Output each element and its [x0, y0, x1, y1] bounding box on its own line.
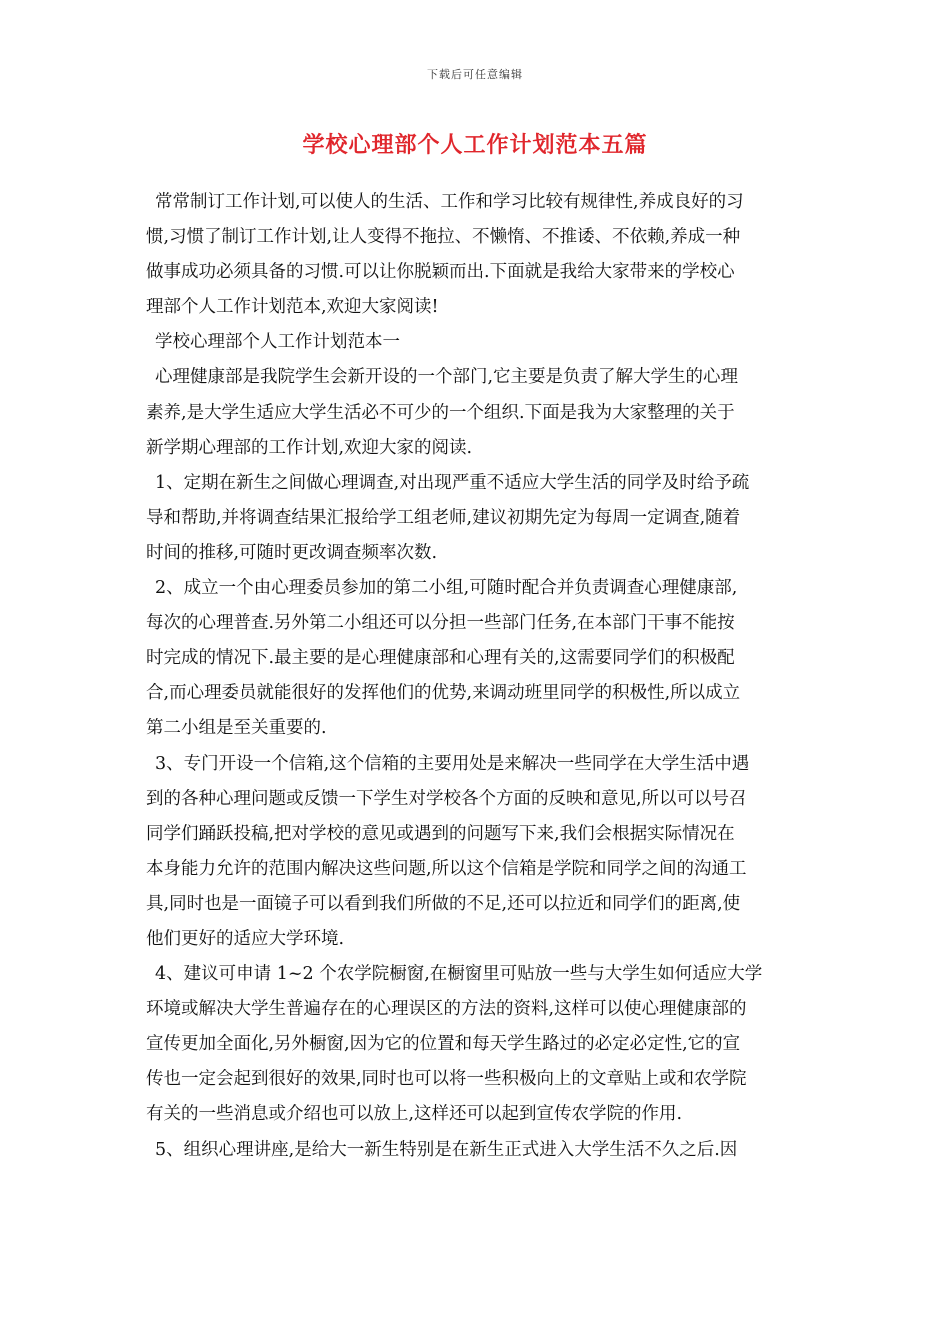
text-line: 本身能力允许的范围内解决这些问题,所以这个信箱是学院和同学之间的沟通工 [146, 858, 747, 879]
text-line: 新学期心理部的工作计划,欢迎大家的阅读. [146, 437, 473, 458]
text-line: 惯,习惯了制订工作计划,让人变得不拖拉、不懒惰、不推诿、不依赖,养成一种 [146, 227, 741, 248]
text-line: 时间的推移,可随时更改调查频率次数. [146, 542, 438, 563]
text-line: 4、建议可申请 1~2 个农学院橱窗,在橱窗里可贴放一些与大学生如何适应大学 [155, 964, 763, 985]
text-line: 理部个人工作计划范本,欢迎大家阅读! [146, 297, 439, 318]
text-line: 导和帮助,并将调查结果汇报给学工组老师,建议初期先定为每周一定调查,随着 [146, 507, 741, 528]
text-line: 心理健康部是我院学生会新开设的一个部门,它主要是负责了解大学生的心理 [155, 367, 739, 388]
text-line: 常常制订工作计划,可以使人的生活、工作和学习比较有规律性,养成良好的习 [155, 192, 744, 212]
document-title: 学校心理部个人工作计划范本五篇 [302, 132, 648, 158]
document-body [146, 185, 806, 1168]
text-line: 同学们踊跃投稿,把对学校的意见或遇到的问题写下来,我们会根据实际情况在 [146, 823, 735, 844]
text-line: 1、定期在新生之间做心理调查,对出现严重不适应大学生活的同学及时给予疏 [155, 472, 750, 493]
text-line: 做事成功必须具备的习惯.可以让你脱颖而出.下面就是我给大家带来的学校心 [146, 262, 735, 283]
text-line: 合,而心理委员就能很好的发挥他们的优势,来调动班里同学的积极性,所以成立 [146, 683, 741, 704]
text-line: 学校心理部个人工作计划范本一 [155, 332, 400, 353]
text-line: 5、组织心理讲座,是给大一新生特别是在新生正式进入大学生活不久之后.因 [155, 1139, 738, 1160]
text-line: 具,同时也是一面镜子可以看到我们所做的不足,还可以拉近和同学们的距离,使 [146, 893, 741, 914]
text-line: 环境或解决大学生普遍存在的心理误区的方法的资料,这样可以使心理健康部的 [146, 999, 747, 1020]
text-line: 有关的一些消息或介绍也可以放上,这样还可以起到宣传农学院的作用. [146, 1104, 683, 1125]
text-line: 他们更好的适应大学环境. [146, 928, 345, 949]
text-line: 素养,是大学生适应大学生活必不可少的一个组织.下面是我为大家整理的关于 [146, 402, 735, 423]
text-line: 3、专门开设一个信箱,这个信箱的主要用处是来解决一些同学在大学生活中遇 [155, 753, 750, 774]
text-line: 每次的心理普查.另外第二小组还可以分担一些部门任务,在本部门干事不能按 [146, 613, 735, 634]
text-line: 到的各种心理问题或反馈一下学生对学校各个方面的反映和意见,所以可以号召 [146, 788, 747, 809]
text-line: 时完成的情况下.最主要的是心理健康部和心理有关的,这需要同学们的积极配 [146, 648, 735, 669]
text-line: 2、成立一个由心理委员参加的第二小组,可随时配合并负责调查心理健康部, [155, 578, 738, 599]
text-line: 传也一定会起到很好的效果,同时也可以将一些积极向上的文章贴上或和农学院 [146, 1069, 747, 1090]
text-line: 宣传更加全面化,另外橱窗,因为它的位置和每天学生路过的必定必定性,它的宣 [146, 1034, 741, 1055]
text-line: 第二小组是至关重要的. [146, 718, 327, 739]
header-note: 下载后可任意编辑 [427, 68, 523, 81]
